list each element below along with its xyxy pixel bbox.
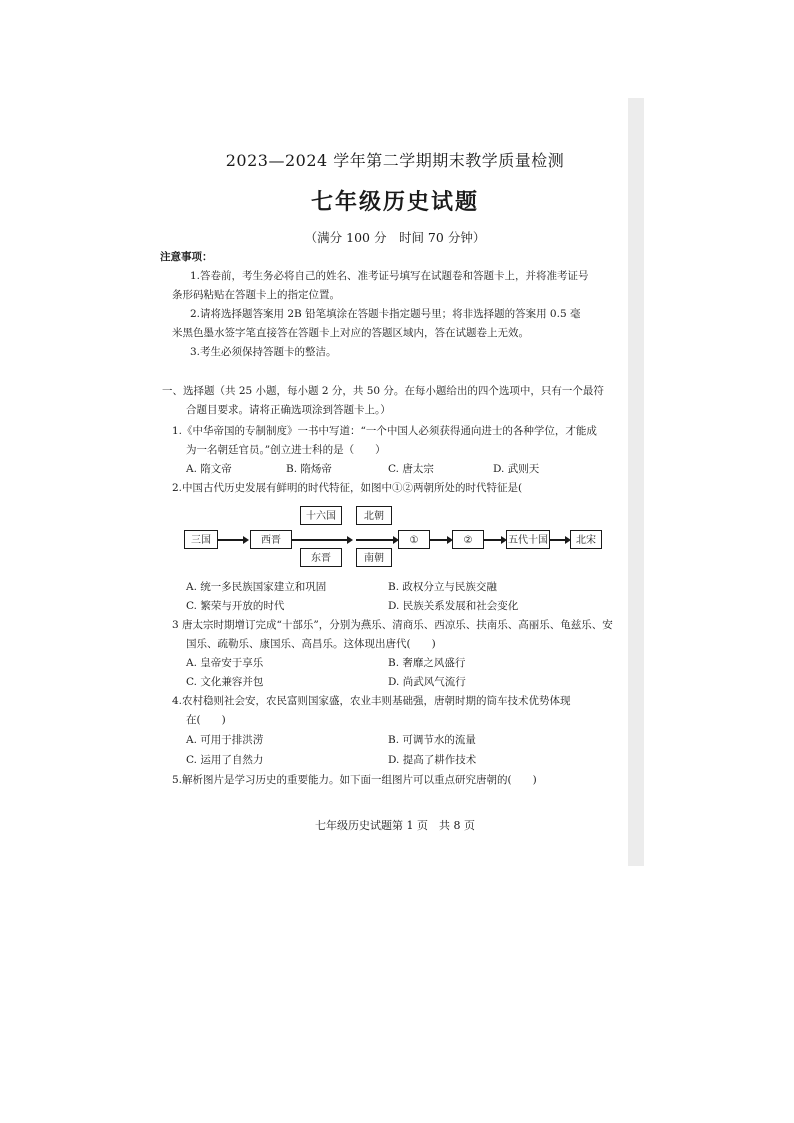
box-shiliuguo: 十六国: [300, 506, 342, 525]
question-3: 3 唐太宗时期增订完成“十部乐”，分别为燕乐、清商乐、西凉乐、扶南乐、高丽乐、龟兹乐、安: [172, 619, 613, 631]
q2-option-b: B. 政权分立与民族交融: [388, 581, 497, 593]
q4-option-a: A. 可用于排洪涝: [186, 734, 264, 746]
q1-option-c: C. 唐太宗: [388, 463, 434, 475]
q1-option-d: D. 武则天: [493, 463, 540, 475]
split-stem-1: [292, 539, 300, 541]
box-nanchao: 南朝: [356, 548, 392, 567]
box-circle-1: ①: [398, 530, 430, 549]
arrow-2: [300, 539, 348, 541]
arrow-4: [430, 539, 448, 541]
question-3-cont: 国乐、疏勒乐、康国乐、高昌乐。这体现出唐代( ): [186, 638, 436, 650]
exam-header: 2023—2024 学年第二学期期末教学质量检测: [225, 151, 565, 170]
q4-option-d: D. 提高了耕作技术: [388, 754, 477, 766]
arrow-3: [356, 539, 394, 541]
q3-option-d: D. 尚武风气流行: [388, 676, 466, 688]
notice-item-3: 3.考生必须保持答题卡的整洁。: [190, 346, 337, 358]
notice-item-1b: 条形码粘贴在答题卡上的指定位置。: [172, 289, 340, 301]
box-dongjin: 东晋: [300, 548, 342, 567]
notice-heading: 注意事项：: [160, 251, 213, 263]
q3-option-c: C. 文化兼容并包: [186, 676, 264, 688]
q1-option-a: A. 隋文帝: [186, 463, 232, 475]
question-5: 5.解析图片是学习历史的重要能力。如下面一组图片可以重点研究唐朝的( ): [172, 774, 537, 786]
exam-title: 七年级历史试题: [310, 189, 479, 215]
q4-option-c: C. 运用了自然力: [186, 754, 264, 766]
q1-option-b: B. 隋炀帝: [286, 463, 332, 475]
q3-option-a: A. 皇帝安于享乐: [186, 657, 264, 669]
arrow-6: [550, 539, 566, 541]
question-4: 4.农村稳则社会安，农民富则国家盛，农业丰则基础强，唐朝时期的筒车技术优势体现: [172, 695, 571, 707]
scan-edge: [628, 98, 644, 866]
q2-option-a: A. 统一多民族国家建立和巩固: [186, 581, 327, 593]
box-wudai: 五代十国: [506, 530, 550, 549]
q4-option-b: B. 可调节水的流量: [388, 734, 476, 746]
question-4-cont: 在( ): [186, 714, 226, 726]
question-2: 2.中国古代历史发展有鲜明的时代特征，如图中①②两朝所处的时代特征是(: [172, 482, 523, 494]
question-1-cont: 为一名朝廷官员。”创立进士科的是（ ）: [186, 444, 386, 456]
q2-option-d: D. 民族关系发展和社会变化: [388, 600, 519, 612]
exam-subtitle: （满分 100 分 时间 70 分钟）: [304, 230, 486, 245]
box-circle-2: ②: [452, 530, 484, 549]
box-xijin: 西晋: [250, 530, 292, 549]
notice-item-1a: 1.答卷前，考生务必将自己的姓名、准考证号填写在试题卷和答题卡上，并将准考证号: [190, 270, 589, 282]
page-footer: 七年级历史试题第 1 页 共 8 页: [315, 819, 475, 832]
question-1: 1.《中华帝国的专制制度》一书中写道：“一个中国人必须获得通向进士的各种学位，才能成: [172, 425, 597, 437]
section-heading-cont: 合题目要求。请将正确选项涂到答题卡上。）: [186, 404, 391, 416]
notice-item-2b: 米黑色墨水签字笔直接答在答题卡上对应的答题区域内，答在试题卷上无效。: [172, 327, 529, 339]
box-beichao: 北朝: [356, 506, 392, 525]
q2-option-c: C. 繁荣与开放的时代: [186, 600, 285, 612]
box-beisong: 北宋: [570, 530, 602, 549]
arrow-5: [484, 539, 502, 541]
notice-item-2a: 2.请将选择题答案用 2B 铅笔填涂在答题卡指定题号里；将非选择题的答案用 0.5 毫: [190, 308, 581, 320]
section-heading: 一、选择题（共 25 小题，每小题 2 分，共 50 分。在每小题给出的四个选项中，只有一个最符: [162, 385, 604, 397]
q3-option-b: B. 奢靡之风盛行: [388, 657, 466, 669]
arrow-1: [218, 539, 244, 541]
box-sanguo: 三国: [184, 530, 218, 549]
